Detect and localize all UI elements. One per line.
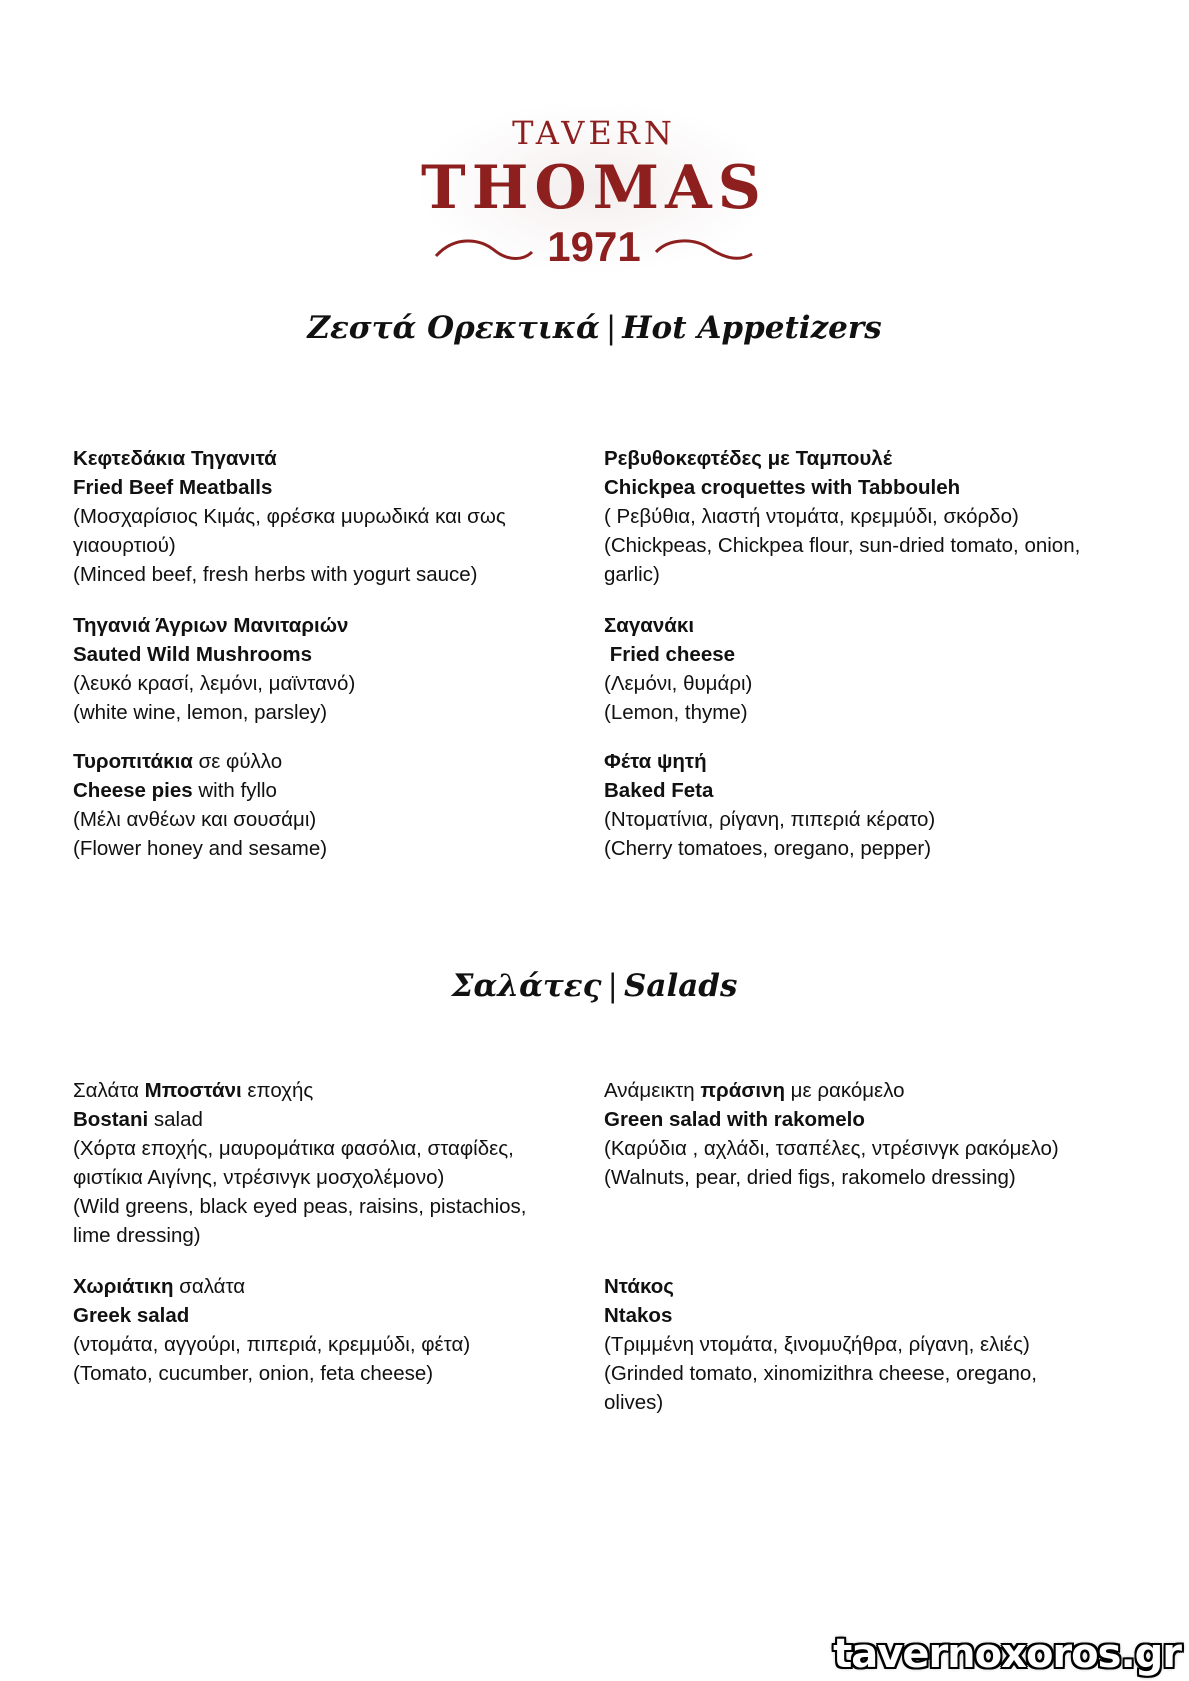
item-greek-name: Ντάκος — [604, 1275, 674, 1298]
item-desc-english: (Flower honey and sesame) — [73, 837, 328, 860]
logo-year: 1971 — [547, 223, 641, 270]
menu-item-fried-meatballs — [73, 444, 573, 589]
item-greek-name: Χωριάτικη — [73, 1275, 174, 1298]
item-desc-english: olives) — [604, 1391, 664, 1414]
right-wave-ornament-icon — [654, 236, 754, 262]
item-greek-name: Ρεβυθοκεφτέδες με Ταμπουλέ — [604, 447, 892, 470]
item-desc-english: (Minced beef, fresh herbs with yogurt sauce) — [73, 563, 478, 586]
item-desc-english: (Chickpeas, Chickpea flour, sun-dried tomato, onion, — [604, 534, 1081, 557]
item-desc-greek: (ντομάτα, αγγούρι, πιπεριά, κρεμμύδι, φέτα) — [73, 1333, 471, 1356]
item-english-name: Bostani — [73, 1108, 149, 1131]
item-desc-greek: (Ντοματίνια, ρίγανη, πιπεριά κέρατο) — [604, 808, 936, 831]
item-desc-greek: ( Ρεβύθια, λιαστή ντομάτα, κρεμμύδι, σκόρδο) — [604, 505, 1019, 528]
item-desc-english: lime dressing) — [73, 1224, 201, 1247]
heading-greek: Ζεστά Ορεκτικά — [307, 310, 600, 346]
item-greek-name-rest: εποχής — [241, 1079, 314, 1102]
heading-english: Salads — [623, 968, 738, 1004]
heading-english: Hot Appetizers — [622, 310, 882, 346]
menu-item-greek-salad — [73, 1272, 573, 1388]
item-desc-english: (Grinded tomato, xinomizithra cheese, oregano, — [604, 1362, 1038, 1385]
item-greek-name: Κεφτεδάκια Τηγανιτά — [73, 447, 277, 470]
menu-item-chickpea-croquettes — [604, 444, 1164, 589]
menu-item-ntakos — [604, 1272, 1164, 1417]
item-desc-greek: (Μέλι ανθέων και σουσάμι) — [73, 808, 317, 831]
item-english-name: Greek salad — [73, 1304, 190, 1327]
item-english-name: Ntakos — [604, 1304, 673, 1327]
item-english-name: Green salad with rakomelo — [604, 1108, 865, 1131]
hot-appetizers-heading — [0, 310, 1189, 346]
item-desc-english: (Tomato, cucumber, onion, feta cheese) — [73, 1362, 434, 1385]
item-desc-english: (Wild greens, black eyed peas, raisins, pistachios, — [73, 1195, 527, 1218]
item-desc-greek: (Καρύδια , αχλάδι, τσαπέλες, ντρέσινγκ ρακόμελο) — [604, 1137, 1059, 1160]
item-english-name: Cheese pies — [73, 779, 193, 802]
item-desc-greek: (λευκό κρασί, λεμόνι, μαϊντανό) — [73, 672, 356, 695]
tavern-thomas-logo — [414, 100, 774, 275]
menu-item-saganaki — [604, 611, 1164, 727]
menu-item-baked-feta — [604, 747, 1164, 863]
item-english-name-rest: salad — [148, 1108, 203, 1131]
item-greek-name: Τηγανιά Άγριων Μανιταριών — [73, 614, 349, 637]
item-english-name: Fried Beef Meatballs — [73, 476, 273, 499]
heading-separator: | — [605, 310, 617, 346]
item-english-name-rest: with fyllo — [192, 779, 277, 802]
item-greek-name-rest: με ρακόμελο — [784, 1079, 905, 1102]
item-greek-name-pre: Ανάμεικτη — [604, 1079, 701, 1102]
item-desc-english: (Walnuts, pear, dried figs, rakomelo dressing) — [604, 1166, 1016, 1189]
item-desc-english: (white wine, lemon, parsley) — [73, 701, 328, 724]
item-greek-name-rest: σε φύλλο — [192, 750, 283, 773]
item-desc-english: (Cherry tomatoes, oregano, pepper) — [604, 837, 932, 860]
item-english-name: Baked Feta — [604, 779, 714, 802]
item-desc-greek: (Μοσχαρίσιος Κιμάς, φρέσκα μυρωδικά και σως — [73, 505, 506, 528]
item-greek-name: Τυροπιτάκια — [73, 750, 193, 773]
menu-item-bostani-salad — [73, 1076, 573, 1250]
salads-heading — [0, 968, 1189, 1004]
item-greek-name: Μποστάνι — [144, 1079, 242, 1102]
watermark-text: tavernoxoros.gr — [833, 1631, 1181, 1677]
item-greek-name: πράσινη — [700, 1079, 785, 1102]
menu-item-cheese-pies — [73, 747, 573, 863]
item-english-name: Chickpea croquettes with Tabbouleh — [604, 476, 961, 499]
item-desc-greek: (Τριμμένη ντομάτα, ξινομυζήθρα, ρίγανη, ελιές) — [604, 1333, 1030, 1356]
item-desc-greek: (Χόρτα εποχής, μαυρομάτικα φασόλια, σταφίδες, — [73, 1137, 514, 1160]
menu-item-wild-mushrooms — [73, 611, 573, 727]
menu-item-green-salad — [604, 1076, 1164, 1192]
item-desc-english: (Lemon, thyme) — [604, 701, 748, 724]
logo-year-row — [414, 224, 774, 270]
item-english-name: Sauted Wild Mushrooms — [73, 643, 312, 666]
logo-thomas-text: THOMAS — [421, 153, 767, 223]
item-desc-greek: (Λεμόνι, θυμάρι) — [604, 672, 753, 695]
item-english-name: Fried cheese — [604, 643, 736, 666]
item-greek-name-pre: Σαλάτα — [73, 1079, 145, 1102]
item-greek-name-rest: σαλάτα — [173, 1275, 246, 1298]
heading-separator: | — [607, 968, 618, 1004]
item-greek-name: Φέτα ψητή — [604, 750, 707, 773]
heading-greek: Σαλάτες — [451, 968, 602, 1004]
item-greek-name: Σαγανάκι — [604, 614, 695, 637]
item-desc-english: garlic) — [604, 563, 660, 586]
logo-tavern-text: TAVERN — [512, 114, 676, 152]
item-desc-greek: γιαουρτιού) — [73, 534, 176, 557]
item-desc-greek: φιστίκια Αιγίνης, ντρέσινγκ μοσχολέμονο) — [73, 1166, 445, 1189]
